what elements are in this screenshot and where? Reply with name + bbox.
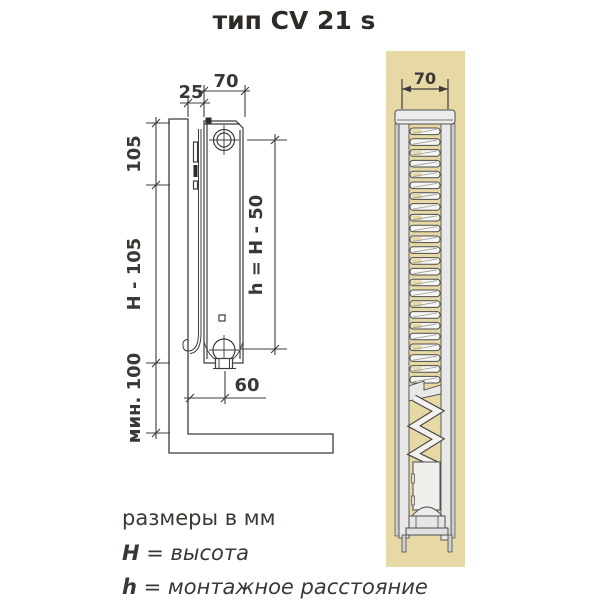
- panel-notch: [412, 496, 415, 505]
- right-rail: [441, 124, 451, 540]
- dim-middle-label: H - 105: [124, 237, 145, 311]
- dim-floor-label: мин. 100: [124, 352, 145, 444]
- right-outer-face: [451, 124, 455, 538]
- wall-bracket: [194, 142, 198, 189]
- legend-height: [122, 541, 249, 565]
- dim-wall-gap-label: 25: [178, 82, 204, 103]
- top-cap: [395, 110, 455, 124]
- dim-top-label: 105: [124, 135, 145, 173]
- legend-units: [122, 506, 275, 530]
- height-definition: = высота: [139, 541, 249, 565]
- panel-notch: [412, 474, 415, 483]
- legend-mount: [122, 575, 428, 599]
- left-rail: [399, 124, 409, 538]
- mount-mark: [206, 118, 212, 124]
- product-illustration-panel: [386, 51, 465, 567]
- bottom-block: [409, 516, 445, 528]
- inner-panel: [413, 462, 440, 510]
- dim-depth-label: 70: [213, 71, 239, 92]
- mount-symbol: h: [122, 575, 137, 599]
- bottom-flange: [406, 528, 448, 535]
- dim-mount-label: h = H - 50: [246, 194, 267, 296]
- technical-drawing: [124, 71, 333, 453]
- units-text: размеры в мм: [122, 506, 276, 530]
- right-leg: [448, 535, 452, 552]
- height-symbol: H: [122, 541, 140, 565]
- page-title: тип CV 21 s: [212, 6, 376, 35]
- dim-pipe-label: 60: [234, 375, 260, 396]
- left-leg: [402, 535, 406, 552]
- left-outer-face: [395, 124, 399, 536]
- panel-dim-depth-label: 70: [413, 69, 437, 88]
- mount-definition: = монтажное расстояние: [136, 575, 428, 599]
- radiator-side-view: [183, 118, 243, 369]
